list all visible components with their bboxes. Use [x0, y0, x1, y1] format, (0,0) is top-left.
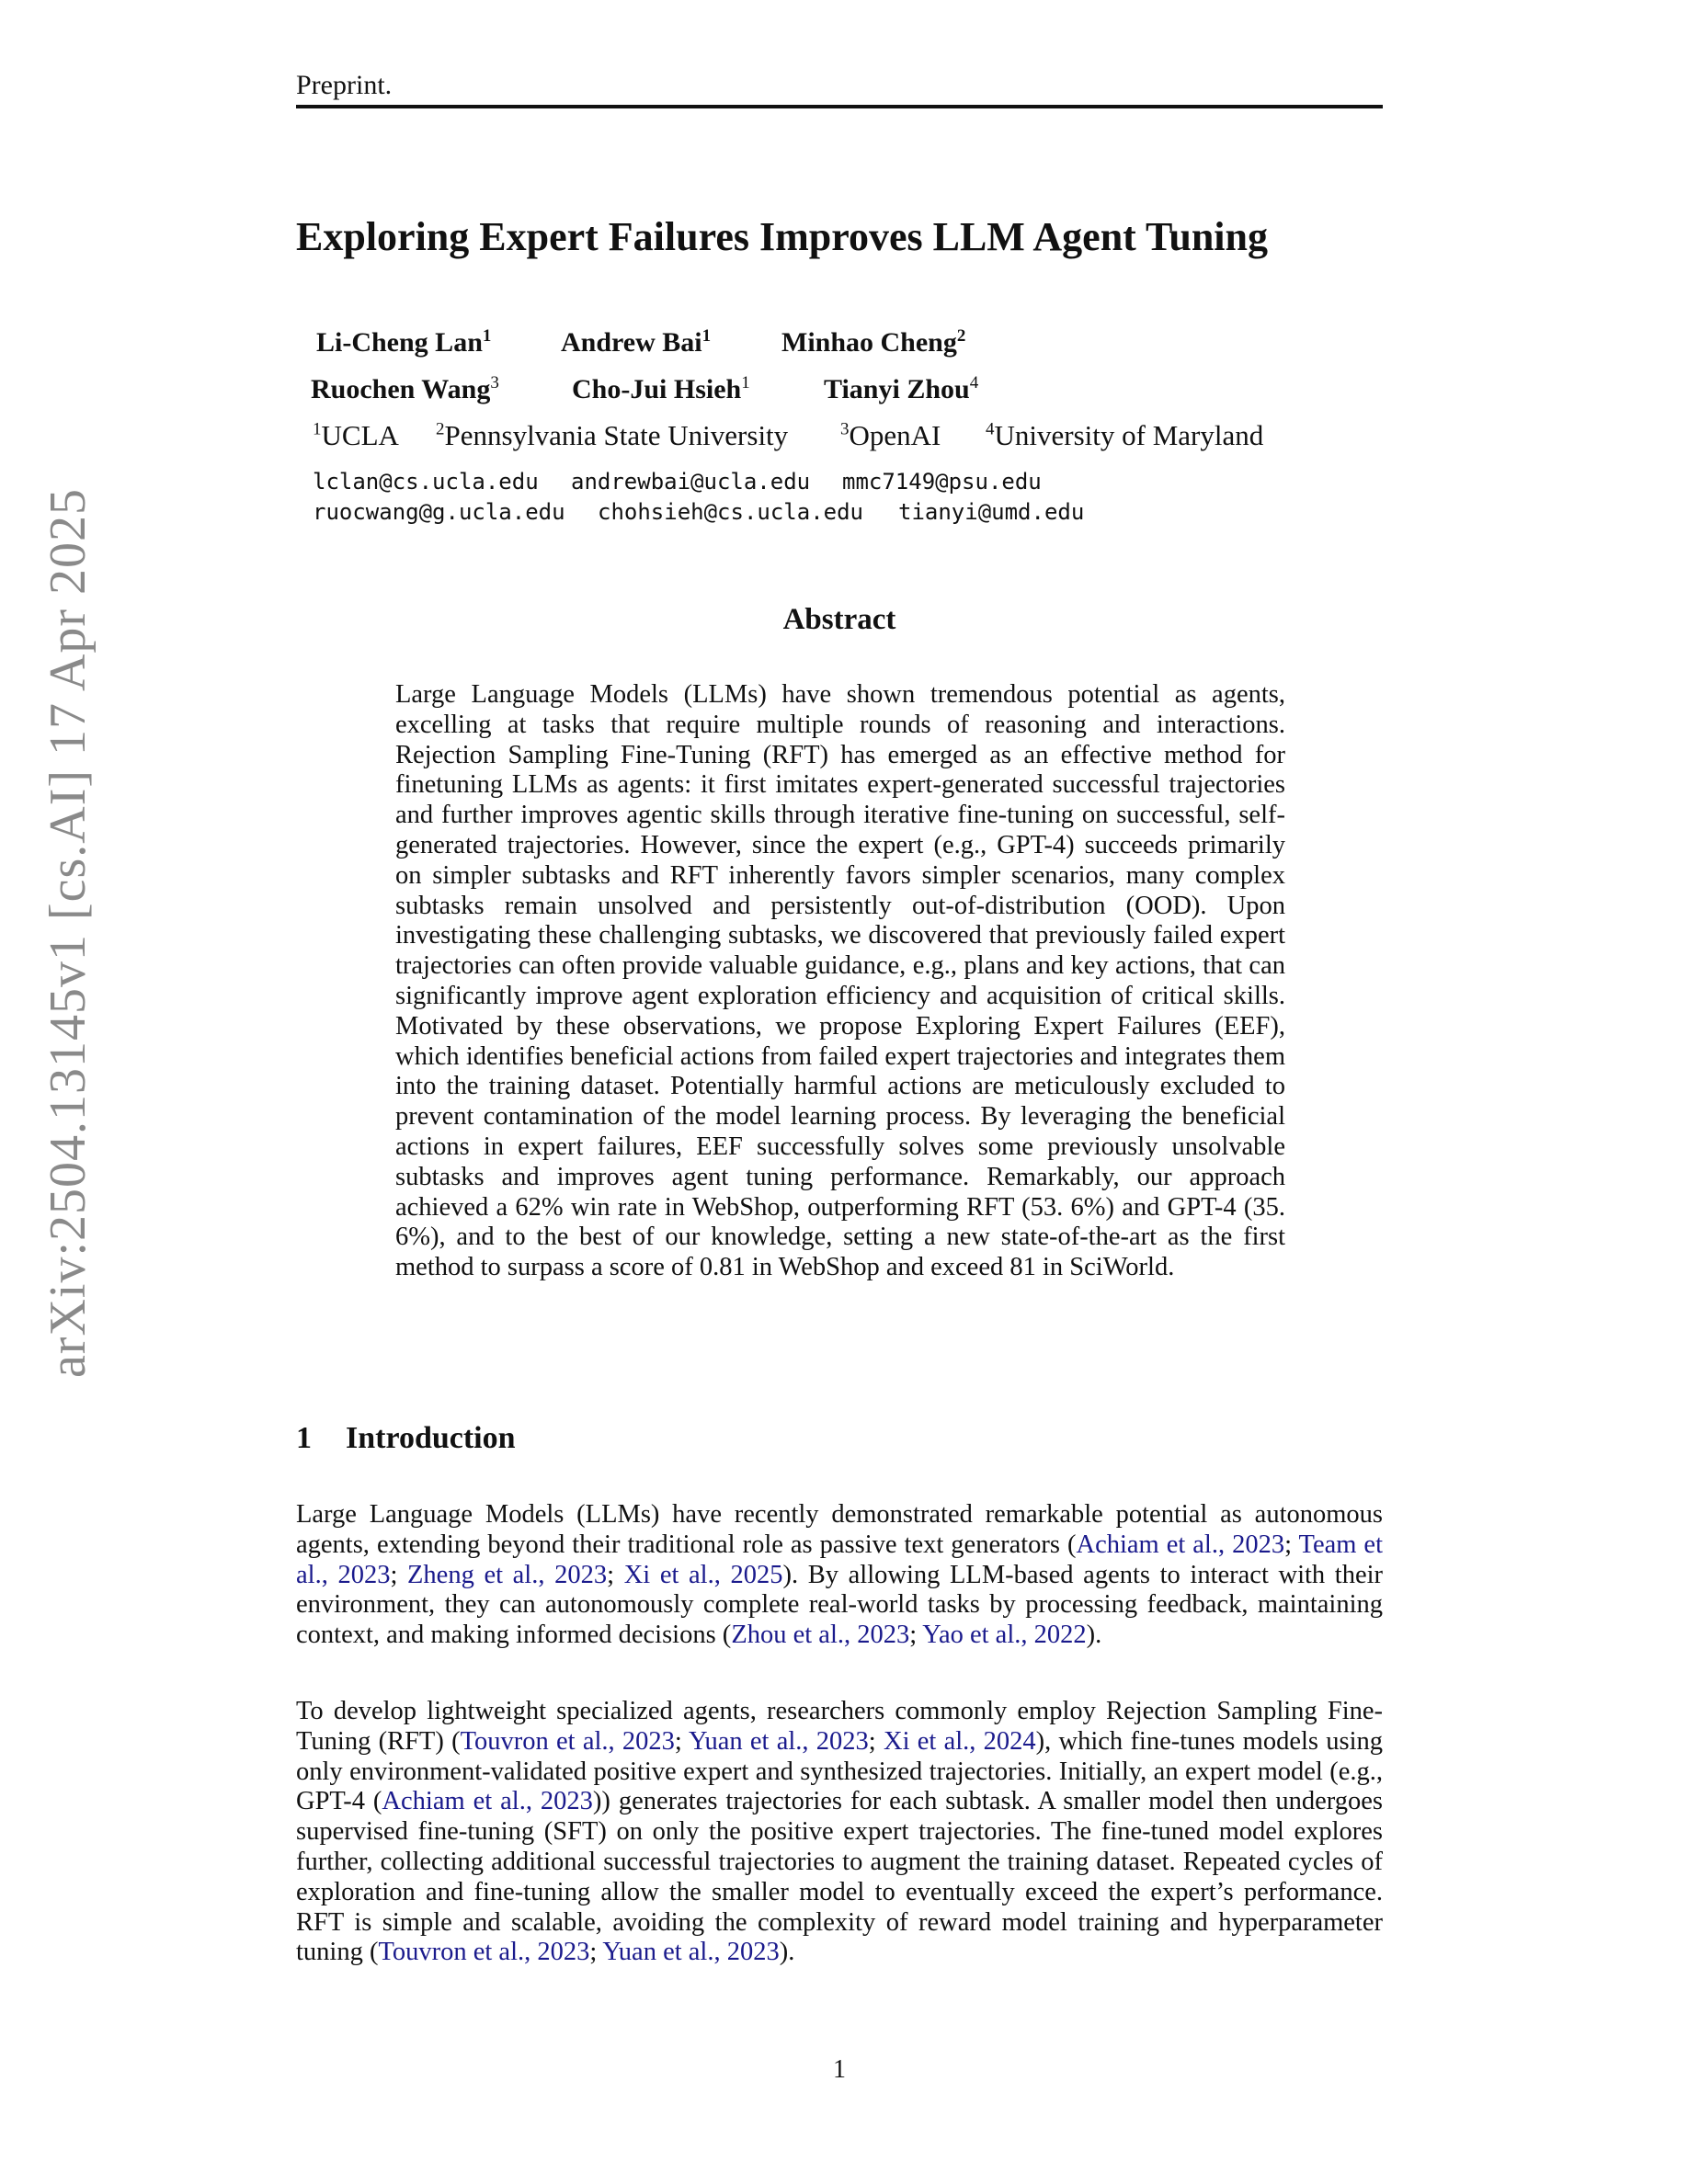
citation-link[interactable]: Touvron et al., 2023	[460, 1726, 675, 1756]
affiliation	[986, 419, 1263, 452]
email-address: ruocwang@g.ucla.edu	[313, 499, 565, 525]
intro-paragraph-2	[296, 1697, 1383, 1968]
email-row-2	[313, 497, 1379, 528]
abstract-heading: Abstract	[782, 603, 896, 636]
paragraph-text: )) generates trajectories for each subtask. A smaller model then undergoes supervised fine-tuning (SFT) on only the positive expert trajectories. The fine-tuned model explores further, collecting additional successful trajectories to augment the training dataset. Repeated cycles of exploration and fine-tuning allow the smaller model to eventually exceed the expert’s performance. RFT is simple and scalable, avoiding the complexity of reward model training and hyperparameter tuning (	[296, 1787, 1383, 1967]
paragraph-text: To develop lightweight specialized agents, researchers commonly employ Rejection Sampling Fine-Tuning (RFT) (	[296, 1697, 1383, 1756]
affiliation-name: OpenAI	[849, 419, 941, 451]
author-name: Tianyi Zhou	[824, 374, 970, 404]
citation-separator: ;	[868, 1726, 884, 1756]
citation-link[interactable]: Yuan et al., 2023	[602, 1938, 780, 1967]
paragraph-text: ).	[1086, 1621, 1102, 1650]
section-heading-introduction	[296, 1421, 1383, 1456]
author	[311, 363, 572, 410]
running-header: Preprint.	[296, 70, 393, 100]
citation-link[interactable]: Team et al., 2023	[296, 1530, 1383, 1589]
header-rule	[296, 105, 1383, 108]
arxiv-identifier-stamp: arXiv:2504.13145v1 [cs.AI] 17 Apr 2025	[40, 487, 97, 1379]
author-name: Andrew Bai	[561, 327, 702, 358]
author-name: Ruochen Wang	[311, 374, 491, 404]
affiliation-list	[313, 419, 1379, 452]
author-affiliation-mark: 2	[956, 326, 966, 346]
email-address: tianyi@umd.edu	[898, 499, 1085, 525]
author-list	[296, 316, 1383, 410]
affiliation-mark: 3	[840, 419, 850, 439]
author	[572, 363, 824, 410]
paragraph-text: Large Language Models (LLMs) have recently demonstrated remarkable potential as autonomous agents, extending beyond their traditional role as passive text generators (	[296, 1500, 1383, 1559]
author	[824, 363, 978, 410]
paragraph-text: ). By allowing LLM-based agents to interact with their environment, they can autonomously complete real-world tasks by processing feedback, maintaining context, and making informed decisions (	[296, 1560, 1384, 1650]
email-address: chohsieh@cs.ucla.edu	[598, 499, 863, 525]
citation-link[interactable]: Zhou et al., 2023	[731, 1621, 910, 1650]
affiliation-mark: 2	[436, 419, 445, 439]
email-row-1	[313, 467, 1379, 497]
citation-separator: ;	[589, 1938, 603, 1967]
affiliation-name: Pennsylvania State University	[444, 419, 789, 451]
affiliation-mark: 1	[313, 419, 322, 439]
affiliation-name: UCLA	[321, 419, 399, 451]
author-affiliation-mark: 4	[969, 373, 979, 392]
abstract-body: Large Language Models (LLMs) have shown tremendous potential as agents, excelling at tasks that require multiple rounds of reasoning and interactions. Rejection Sampling Fine-Tuning (RFT) has emerged as an effective method for finetuning LLMs as agents: it first imitates expert-generated successful trajectories and further improves agentic skills through iterative fine-tuning on successful, self-generated trajectories. However, since the expert (e.g., GPT-4) succeeds primarily on simpler subtasks and RFT inherently favors simpler scenarios, many complex subtasks remain unsolved and persistently out-of-distribution (OOD). Upon investigating these challenging subtasks, we discovered that previously failed expert trajectories can often provide valuable guidance, e.g., plans and key actions, that can significantly improve agent exploration efficiency and acquisition of critical skills. Motivated by these observations, we propose Exploring Expert Failures (EEF), which identifies beneficial actions from failed expert trajectories and integrates them into the training dataset. Potentially harmful actions are meticulously excluded to prevent contamination of the model learning process. By leveraging the beneficial actions in expert failures, EEF successfully solves some previously unsolvable subtasks and improves agent tuning performance. Remarkably, our approach achieved a 62% win rate in WebShop, outperforming RFT (53. 6%) and GPT-4 (35. 6%), and to the best of our knowledge, setting a new state-of-the-art as the first method to surpass a score of 0.81 in WebShop and exceed 81 in SciWorld.	[395, 680, 1285, 1282]
paper-title: Exploring Expert Failures Improves LLM Agent Tuning	[296, 214, 1268, 259]
author-name: Li-Cheng Lan	[316, 327, 483, 358]
citation-link[interactable]: Achiam et al., 2023	[1076, 1530, 1285, 1559]
citation-link[interactable]: Xi et al., 2024	[883, 1726, 1036, 1756]
author-name: Minhao Cheng	[781, 327, 957, 358]
citation-link[interactable]: Zheng et al., 2023	[407, 1560, 608, 1589]
email-address: andrewbai@ucla.edu	[571, 469, 811, 495]
author	[316, 316, 561, 363]
email-list	[313, 467, 1379, 528]
author-affiliation-mark: 3	[490, 373, 499, 392]
author	[781, 316, 965, 363]
affiliation	[436, 419, 840, 452]
citation-separator: ;	[909, 1621, 923, 1650]
section-title: Introduction	[346, 1421, 516, 1455]
author-affiliation-mark: 1	[482, 326, 492, 346]
affiliation-mark: 4	[986, 419, 995, 439]
author-name: Cho-Jui Hsieh	[572, 374, 742, 404]
citation-separator: ;	[607, 1560, 624, 1589]
affiliation	[840, 419, 986, 452]
citation-separator: ;	[674, 1726, 690, 1756]
page-number: 1	[833, 2055, 846, 2084]
paragraph-text: ).	[779, 1938, 795, 1967]
citation-link[interactable]: Yao et al., 2022	[922, 1621, 1087, 1650]
author-affiliation-mark: 1	[701, 326, 712, 346]
author	[561, 316, 781, 363]
citation-link[interactable]: Yuan et al., 2023	[689, 1726, 869, 1756]
citation-separator: ;	[390, 1560, 408, 1589]
author-affiliation-mark: 1	[741, 373, 750, 392]
citation-link[interactable]: Touvron et al., 2023	[378, 1938, 590, 1967]
affiliation	[313, 419, 436, 452]
author-row-1	[296, 316, 1383, 363]
section-number: 1	[296, 1421, 312, 1455]
affiliation-name: University of Maryland	[994, 419, 1264, 451]
intro-paragraph-1	[296, 1500, 1383, 1651]
email-address: lclan@cs.ucla.edu	[313, 469, 539, 495]
email-address: mmc7149@psu.edu	[842, 469, 1042, 495]
paragraph-text: ), which fine-tunes models using only environment-validated positive expert and synthesized trajectories. Initially, an expert model (e.g., GPT-4 (	[296, 1726, 1384, 1816]
author-row-2	[296, 363, 1383, 410]
citation-separator: ;	[1284, 1530, 1299, 1559]
citation-link[interactable]: Xi et al., 2025	[623, 1560, 783, 1589]
citation-link[interactable]: Achiam et al., 2023	[382, 1787, 593, 1816]
